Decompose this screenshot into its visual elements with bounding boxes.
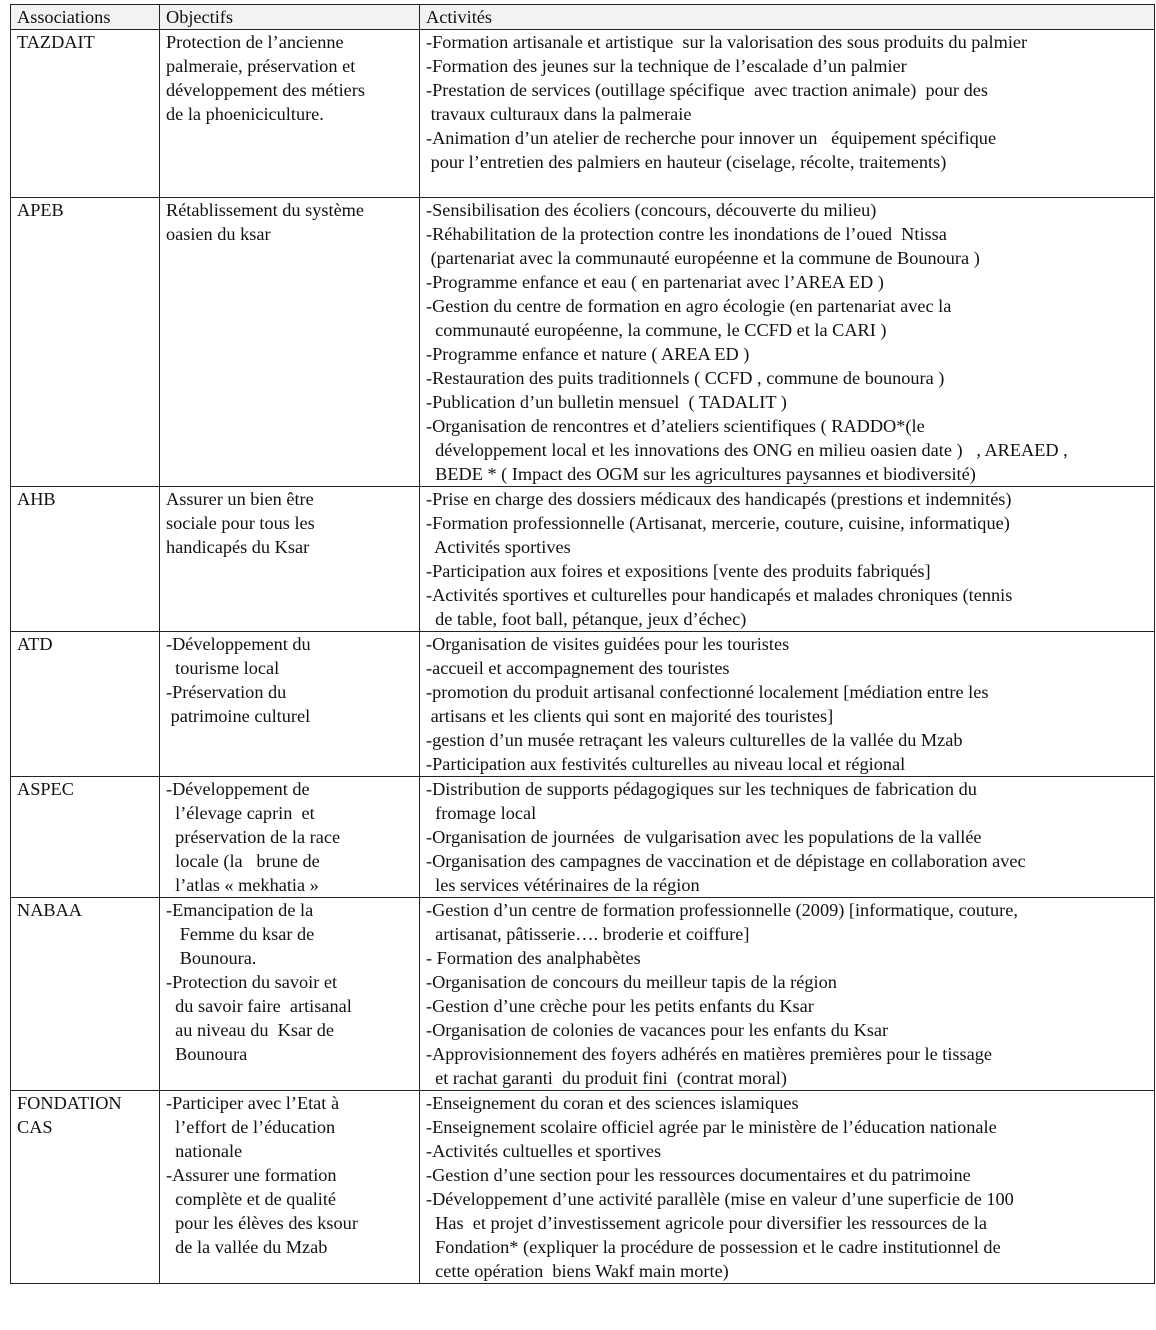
activites-line: -Activités sportives et culturelles pour handicapés et malades chroniques (tennis (426, 585, 1013, 605)
association-line: TAZDAIT (17, 32, 95, 52)
activites-line: -Prestation de services (outillage spécifique avec traction animale) pour des (426, 80, 988, 100)
activites-line: -Réhabilitation de la protection contre les inondations de l’oued Ntissa (426, 224, 947, 244)
activites-line: -Publication d’un bulletin mensuel ( TADALIT ) (426, 392, 787, 412)
activites-line: Activités sportives (426, 537, 571, 557)
associations-table (10, 4, 1155, 1284)
objectifs-line: du savoir faire artisanal (166, 996, 352, 1016)
activites-line: artisanat, pâtisserie…. broderie et coiffure] (426, 924, 750, 944)
objectifs-line: tourisme local (166, 658, 280, 678)
activites-line: les services vétérinaires de la région (426, 875, 700, 895)
activites-line: -Participation aux festivités culturelles au niveau local et régional (426, 754, 906, 774)
cell-association (11, 777, 160, 898)
activites-line: -Organisation de visites guidées pour les touristes (426, 634, 790, 654)
table-row (11, 898, 1155, 1091)
activites-line: -accueil et accompagnement des touristes (426, 658, 730, 678)
activites-line: -Organisation des campagnes de vaccination et de dépistage en collaboration avec (426, 851, 1026, 871)
activites-line: -Activités cultuelles et sportives (426, 1141, 662, 1161)
activites-line: -Approvisionnement des foyers adhérés en matières premières pour le tissage (426, 1044, 993, 1064)
cell-activites (420, 487, 1155, 632)
activites-line: cette opération biens Wakf main morte) (426, 1261, 729, 1281)
activites-line: Fondation* (expliquer la procédure de possession et le cadre institutionnel de (426, 1237, 1001, 1257)
header-row (11, 5, 1155, 30)
cell-activites (420, 777, 1155, 898)
cell-activites (420, 198, 1155, 487)
cell-objectifs (160, 777, 420, 898)
activites-line: -Organisation de rencontres et d’ateliers scientifiques ( RADDO*(le (426, 416, 925, 436)
objectifs-line: Rétablissement du système (166, 200, 365, 220)
activites-line: -Formation des jeunes sur la technique de l’escalade d’un palmier (426, 56, 907, 76)
activites-line: -Gestion d’une crèche pour les petits enfants du Ksar (426, 996, 814, 1016)
association-line: APEB (17, 200, 64, 220)
cell-activites (420, 632, 1155, 777)
activites-line: -Enseignement scolaire officiel agrée par le ministère de l’éducation nationale (426, 1117, 997, 1137)
objectifs-line: Bounoura. (166, 948, 257, 968)
activites-line: -Distribution de supports pédagogiques sur les techniques de fabrication du (426, 779, 977, 799)
objectifs-line: de la vallée du Mzab (166, 1237, 328, 1257)
activites-line: -Animation d’un atelier de recherche pour innover un équipement spécifique (426, 128, 997, 148)
objectifs-line: locale (la brune de (166, 851, 320, 871)
objectifs-line: de la phoeniciculture. (166, 104, 324, 124)
cell-objectifs (160, 198, 420, 487)
objectifs-line: pour les élèves des ksour (166, 1213, 358, 1233)
activites-line: -Restauration des puits traditionnels ( CCFD , commune de bounoura ) (426, 368, 945, 388)
objectifs-line: -Emancipation de la (166, 900, 314, 920)
association-line: NABAA (17, 900, 83, 920)
cell-objectifs (160, 898, 420, 1091)
cell-association (11, 898, 160, 1091)
activites-line: (partenariat avec la communauté européenne et la commune de Bounoura ) (426, 248, 980, 268)
objectifs-line: Femme du ksar de (166, 924, 315, 944)
objectifs-line: patrimoine culturel (166, 706, 311, 726)
objectifs-line: -Développement du (166, 634, 311, 654)
activites-line: -Organisation de concours du meilleur tapis de la région (426, 972, 837, 992)
header-associations: Associations (11, 5, 160, 30)
table-row (11, 487, 1155, 632)
activites-line: -Organisation de colonies de vacances pour les enfants du Ksar (426, 1020, 889, 1040)
objectifs-line: complète et de qualité (166, 1189, 337, 1209)
objectifs-line: nationale (166, 1141, 243, 1161)
association-line: FONDATION (17, 1093, 122, 1113)
activites-line: -Sensibilisation des écoliers (concours, découverte du milieu) (426, 200, 877, 220)
objectifs-line: développement des métiers (166, 80, 365, 100)
association-line: ASPEC (17, 779, 74, 799)
objectifs-line: palmeraie, préservation et (166, 56, 356, 76)
header-objectifs: Objectifs (160, 5, 420, 30)
activites-line: artisans et les clients qui sont en majorité des touristes] (426, 706, 834, 726)
activites-line: de table, foot ball, pétanque, jeux d’échec) (426, 609, 747, 629)
activites-line: Has et projet d’investissement agricole pour diversifier les ressources de la (426, 1213, 987, 1233)
activites-line: -Participation aux foires et expositions [vente des produits fabriqués] (426, 561, 931, 581)
activites-line: -Gestion d’une section pour les ressources documentaires et du patrimoine (426, 1165, 971, 1185)
cell-association (11, 198, 160, 487)
cell-objectifs (160, 30, 420, 198)
table-row (11, 632, 1155, 777)
objectifs-line: Protection de l’ancienne (166, 32, 344, 52)
cell-activites (420, 30, 1155, 198)
objectifs-line: sociale pour tous les (166, 513, 315, 533)
cell-activites (420, 1091, 1155, 1284)
objectifs-line: -Protection du savoir et (166, 972, 338, 992)
activites-line: BEDE * ( Impact des OGM sur les agricultures paysannes et biodiversité) (426, 464, 976, 484)
objectifs-line: Bounoura (166, 1044, 248, 1064)
activites-line: -Prise en charge des dossiers médicaux des handicapés (prestions et indemnités) (426, 489, 1012, 509)
objectifs-line: au niveau du Ksar de (166, 1020, 335, 1040)
objectifs-line: -Développement de (166, 779, 310, 799)
objectifs-line: -Assurer une formation (166, 1165, 337, 1185)
association-line: AHB (17, 489, 56, 509)
objectifs-line: l’effort de l’éducation (166, 1117, 336, 1137)
objectifs-line: -Préservation du (166, 682, 287, 702)
cell-objectifs (160, 487, 420, 632)
table-row (11, 777, 1155, 898)
objectifs-line: l’élevage caprin et (166, 803, 315, 823)
table-row (11, 1091, 1155, 1284)
cell-activites (420, 898, 1155, 1091)
cell-association (11, 487, 160, 632)
objectifs-line: Assurer un bien être (166, 489, 314, 509)
objectifs-line: préservation de la race (166, 827, 341, 847)
activites-line: -Formation professionnelle (Artisanat, mercerie, couture, cuisine, informatique) (426, 513, 1010, 533)
association-line: CAS (17, 1117, 53, 1137)
cell-association (11, 30, 160, 198)
activites-line: -Enseignement du coran et des sciences islamiques (426, 1093, 799, 1113)
activites-line: - Formation des analphabètes (426, 948, 641, 968)
activites-line: -Organisation de journées de vulgarisation avec les populations de la vallée (426, 827, 982, 847)
objectifs-line: handicapés du Ksar (166, 537, 310, 557)
activites-line: développement local et les innovations des ONG en milieu oasien date ) , AREAED , (426, 440, 1068, 460)
table-row (11, 30, 1155, 198)
cell-association (11, 1091, 160, 1284)
table-row (11, 198, 1155, 487)
activites-line: communauté européenne, la commune, le CCFD et la CARI ) (426, 320, 887, 340)
objectifs-line: l’atlas « mekhatia » (166, 875, 319, 895)
activites-line: -Développement d’une activité parallèle (mise en valeur d’une superficie de 100 (426, 1189, 1014, 1209)
activites-line: pour l’entretien des palmiers en hauteur (ciselage, récolte, traitements) (426, 152, 947, 172)
activites-line: fromage local (426, 803, 537, 823)
association-line: ATD (17, 634, 53, 654)
activites-line: -Programme enfance et nature ( AREA ED ) (426, 344, 750, 364)
activites-line: -Formation artisanale et artistique sur la valorisation des sous produits du palmier (426, 32, 1028, 52)
cell-objectifs (160, 1091, 420, 1284)
activites-line: -gestion d’un musée retraçant les valeurs culturelles de la vallée du Mzab (426, 730, 963, 750)
cell-objectifs (160, 632, 420, 777)
activites-line: -Programme enfance et eau ( en partenariat avec l’AREA ED ) (426, 272, 884, 292)
activites-line: -Gestion du centre de formation en agro écologie (en partenariat avec la (426, 296, 952, 316)
activites-line: et rachat garanti du produit fini (contrat moral) (426, 1068, 787, 1088)
objectifs-line: -Participer avec l’Etat à (166, 1093, 340, 1113)
activites-line: -Gestion d’un centre de formation professionnelle (2009) [informatique, couture, (426, 900, 1018, 920)
table-body (11, 30, 1155, 1284)
cell-association (11, 632, 160, 777)
activites-line: -promotion du produit artisanal confectionné localement [médiation entre les (426, 682, 989, 702)
activites-line: travaux culturaux dans la palmeraie (426, 104, 692, 124)
header-activites: Activités (420, 5, 1155, 30)
objectifs-line: oasien du ksar (166, 224, 271, 244)
